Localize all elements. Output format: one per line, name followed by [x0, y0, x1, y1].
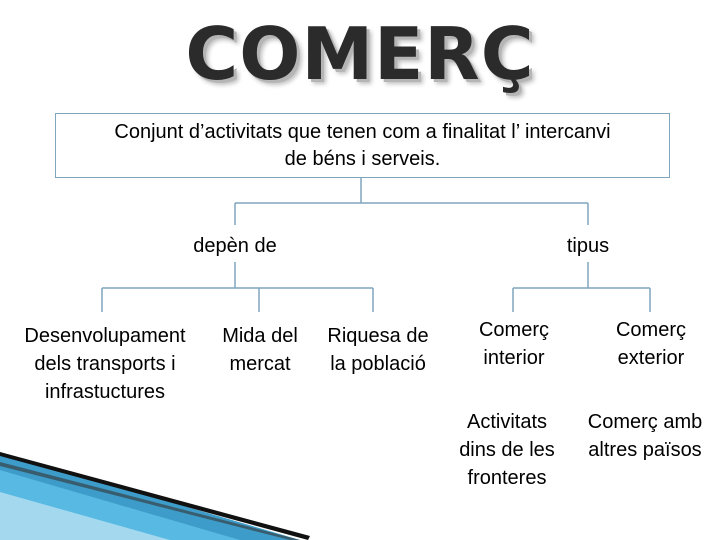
types-item-interior: Comerç interior: [478, 319, 549, 369]
types-label: tipus: [566, 235, 610, 257]
types-desc-exterior: Comerç amb altres països: [587, 411, 703, 461]
page-title: COMERÇ: [185, 12, 535, 96]
depends-item-wealth: Riquesa de la població: [327, 325, 429, 375]
depends-item-transport: Desenvolupament dels transports i infrastuctures: [24, 325, 186, 403]
definition-line-1: Conjunt d’activitats que tenen com a finalitat l’ intercanvi: [114, 121, 611, 143]
types-desc-interior: Activitats dins de les fronteres: [459, 411, 555, 489]
definition-line-2: de béns i serveis.: [284, 148, 441, 170]
depends-item-market-size: Mida del mercat: [222, 325, 298, 375]
depends-label: depèn de: [193, 235, 277, 257]
types-item-exterior: Comerç exterior: [615, 319, 686, 369]
